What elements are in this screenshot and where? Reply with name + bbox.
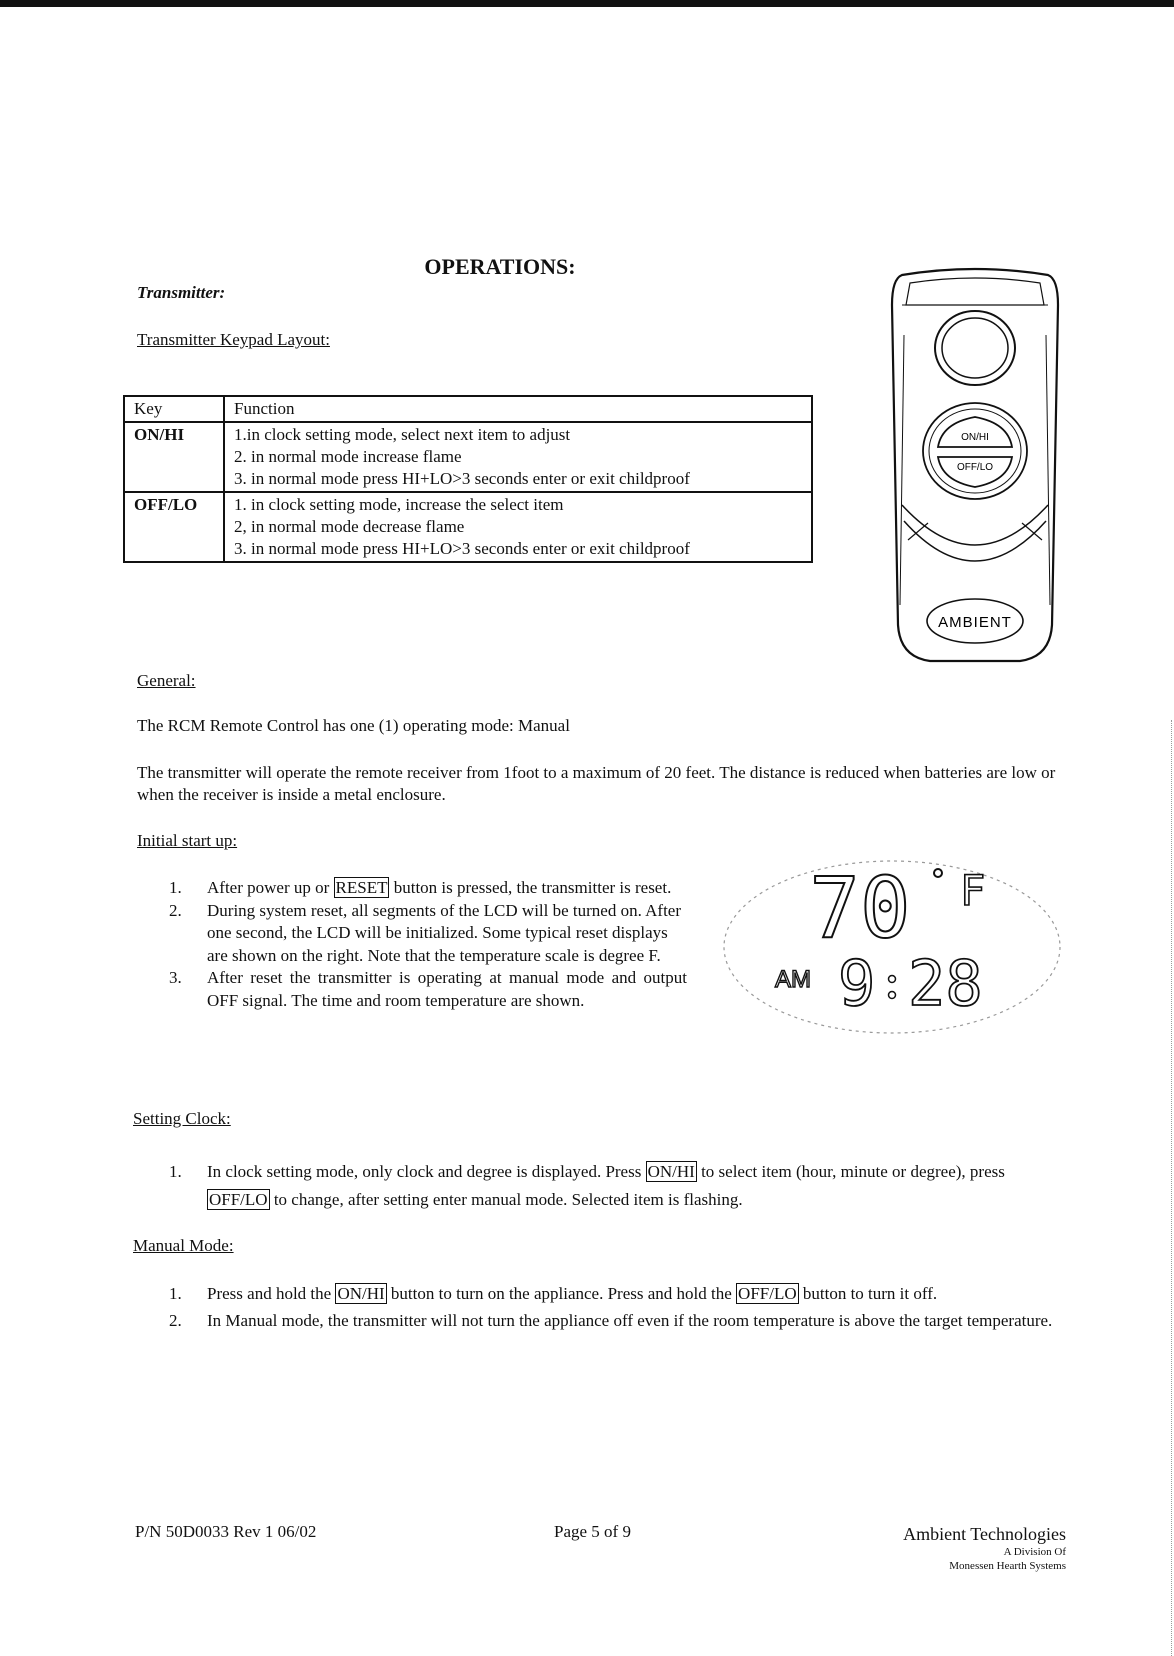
step-text: Press and hold the <box>207 1284 336 1303</box>
step-text: button to turn it off. <box>798 1284 938 1303</box>
footer-page-number: Page 5 of 9 <box>554 1522 631 1541</box>
step-text: After reset the transmitter is operating at manual mode and output OFF signal. The time and room temperature are shown. <box>207 968 687 1010</box>
colon-dot-icon <box>889 992 896 999</box>
off-lo-key-label: OFF/LO <box>956 462 994 473</box>
table-row <box>124 422 812 492</box>
list-item <box>169 900 687 968</box>
off-lo-button-label: OFF/LO <box>209 1190 268 1209</box>
function-line: 3. in normal mode press HI+LO>3 seconds enter or exit childproof <box>234 539 690 558</box>
clock-steps <box>169 1158 1069 1214</box>
colon-dot-icon <box>889 976 896 983</box>
remote-transmitter-illustration <box>880 265 1070 665</box>
key-cell: ON/HI <box>124 422 224 492</box>
keypad-table <box>123 395 813 563</box>
general-paragraph-1: The RCM Remote Control has one (1) operating mode: Manual <box>137 716 570 735</box>
list-item <box>169 1283 1069 1306</box>
step-text: to change, after setting enter manual mode. Selected item is flashing. <box>269 1190 743 1209</box>
startup-heading: Initial start up: <box>137 831 238 850</box>
table-header-row <box>124 396 812 422</box>
function-line: 1. in clock setting mode, increase the select item <box>234 495 564 514</box>
on-hi-button-label: ON/HI <box>647 1162 695 1181</box>
list-item <box>169 967 687 1012</box>
footer-company: Ambient Technologies <box>903 1524 1066 1544</box>
lcd-scale: F <box>960 866 986 915</box>
lcd-display-illustration <box>720 855 1065 1040</box>
footer-division: A Division Of <box>1003 1546 1066 1558</box>
column-header-function: Function <box>224 396 812 422</box>
footer-part-number: P/N 50D0033 Rev 1 06/02 <box>135 1522 317 1541</box>
scan-edge-mark <box>1170 720 1172 1656</box>
step-number: 3. <box>169 968 182 987</box>
function-line: 2, in normal mode decrease flame <box>234 517 465 536</box>
function-line: 1.in clock setting mode, select next item to adjust <box>234 425 571 444</box>
section-subtitle: Transmitter: <box>137 283 226 302</box>
table-row <box>124 492 812 562</box>
general-paragraph-2: The transmitter will operate the remote receiver from 1foot to a maximum of 20 feet. The distance is reduced when batteries are low or when the receiver is inside a metal enclosure. <box>137 763 1056 804</box>
footer-parent: Monessen Hearth Systems <box>949 1560 1066 1572</box>
brand-label: AMBIENT <box>938 614 1012 631</box>
step-text: button to turn on the appliance. Press and hold the <box>386 1284 737 1303</box>
lcd-temperature: 70 <box>809 859 911 957</box>
lcd-minutes: 28 <box>908 947 983 1020</box>
power-button-icon <box>935 311 1015 385</box>
step-number: 1. <box>169 878 182 897</box>
key-cell: OFF/LO <box>124 492 224 562</box>
step-text: In Manual mode, the transmitter will not turn the appliance off even if the room temperature is above the target temperature. <box>207 1310 1053 1330</box>
clock-heading: Setting Clock: <box>133 1109 231 1128</box>
list-item <box>169 1158 1069 1214</box>
step-text: In clock setting mode, only clock and degree is displayed. Press <box>207 1162 646 1181</box>
step-text: During system reset, all segments of the LCD will be turned on. After one second, the LCD will be initialized. Some typical reset displays are shown on the right. Note that the temperature scale is degree F. <box>207 900 682 965</box>
list-item <box>169 877 687 900</box>
step-text: button is pressed, the transmitter is reset. <box>389 878 672 897</box>
step-number: 2. <box>169 900 182 920</box>
step-number: 1. <box>169 1162 182 1181</box>
keypad-heading: Transmitter Keypad Layout: <box>137 330 330 349</box>
scan-top-border <box>0 0 1174 7</box>
step-text: to select item (hour, minute or degree), press <box>696 1162 1005 1181</box>
list-item <box>169 1310 1069 1333</box>
function-line: 3. in normal mode press HI+LO>3 seconds enter or exit childproof <box>234 469 690 488</box>
lcd-ampm: AM <box>775 966 811 993</box>
step-number: 1. <box>169 1284 182 1303</box>
step-text: After power up or <box>207 878 334 897</box>
on-hi-button-label: ON/HI <box>337 1284 385 1303</box>
reset-button-label: RESET <box>335 878 388 897</box>
column-header-key: Key <box>124 396 224 422</box>
on-hi-key-label: ON/HI <box>961 432 989 443</box>
off-lo-button-label: OFF/LO <box>738 1284 797 1303</box>
function-cell <box>224 492 812 562</box>
degree-icon <box>934 869 942 877</box>
page-title: OPERATIONS: <box>424 254 576 279</box>
function-line: 2. in normal mode increase flame <box>234 447 462 466</box>
function-cell <box>224 422 812 492</box>
footer-company-block <box>903 1524 1066 1573</box>
general-heading: General: <box>137 671 196 690</box>
step-number: 2. <box>169 1310 182 1330</box>
startup-steps <box>169 877 687 1012</box>
manual-heading: Manual Mode: <box>133 1236 234 1255</box>
lcd-hour: 9 <box>838 947 876 1020</box>
manual-steps <box>169 1283 1069 1332</box>
